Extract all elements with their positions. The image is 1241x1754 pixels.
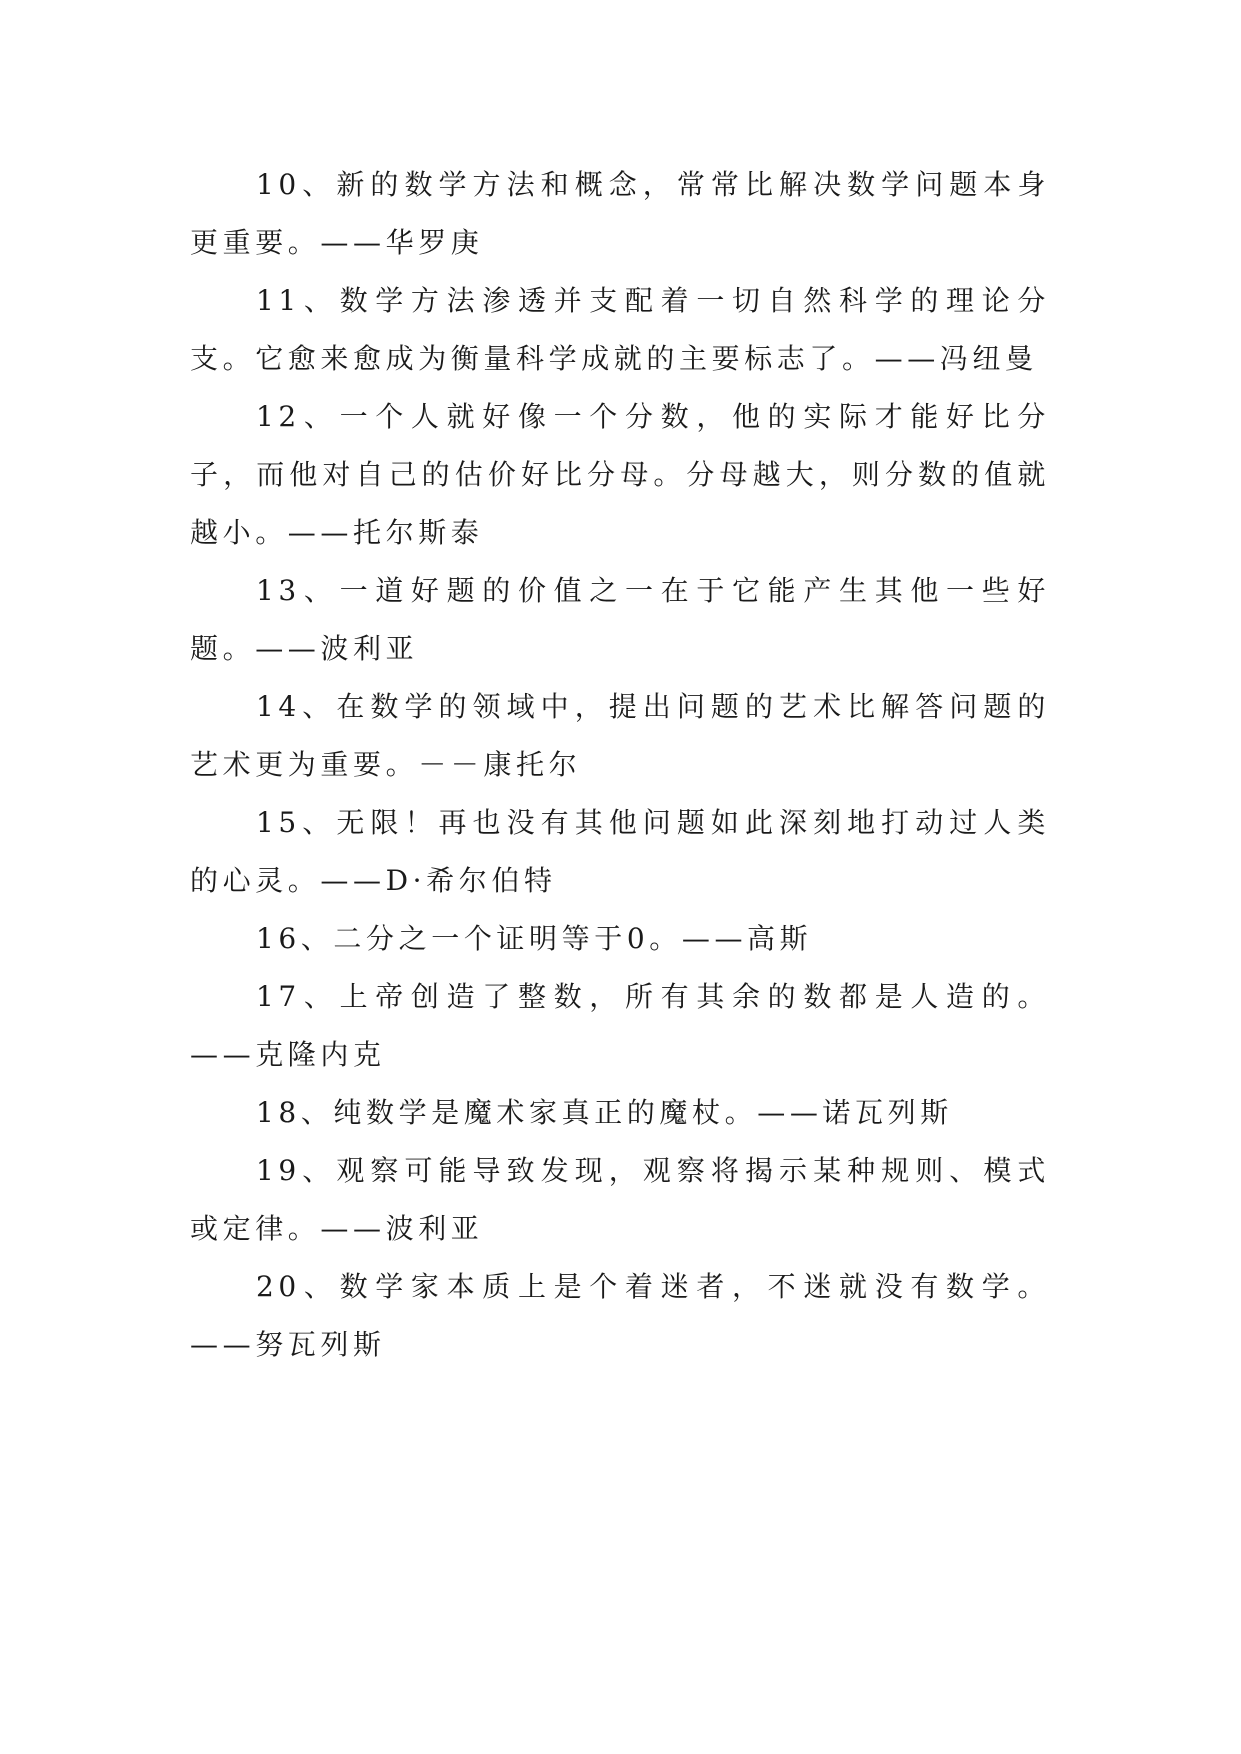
quote-paragraph: 12、一个人就好像一个分数，他的实际才能好比分子，而他对自己的估价好比分母。分母越大，则分数的值就越小。——托尔斯泰	[190, 400, 1050, 549]
quote-paragraph: 20、数学家本质上是个着迷者，不迷就没有数学。——努瓦列斯	[190, 1270, 1050, 1361]
quote-paragraph: 11、数学方法渗透并支配着一切自然科学的理论分支。它愈来愈成为衡量科学成就的主要标志了。——冯纽曼	[190, 284, 1050, 375]
quote-paragraph: 18、纯数学是魔术家真正的魔杖。——诺瓦列斯	[256, 1096, 953, 1129]
quote-list	[190, 156, 1050, 1374]
quote-paragraph: 15、无限！再也没有其他问题如此深刻地打动过人类的心灵。——D·希尔伯特	[190, 806, 1050, 897]
quote-paragraph: 17、上帝创造了整数，所有其余的数都是人造的。——克隆内克	[190, 980, 1050, 1071]
quote-paragraph: 10、新的数学方法和概念，常常比解决数学问题本身更重要。——华罗庚	[190, 168, 1050, 259]
quote-paragraph: 19、观察可能导致发现，观察将揭示某种规则、模式或定律。——波利亚	[190, 1154, 1050, 1245]
quote-paragraph: 14、在数学的领域中，提出问题的艺术比解答问题的艺术更为重要。－－康托尔	[190, 690, 1050, 781]
quote-paragraph: 13、一道好题的价值之一在于它能产生其他一些好题。——波利亚	[190, 574, 1050, 665]
quote-paragraph: 16、二分之一个证明等于0。——高斯	[256, 922, 813, 955]
